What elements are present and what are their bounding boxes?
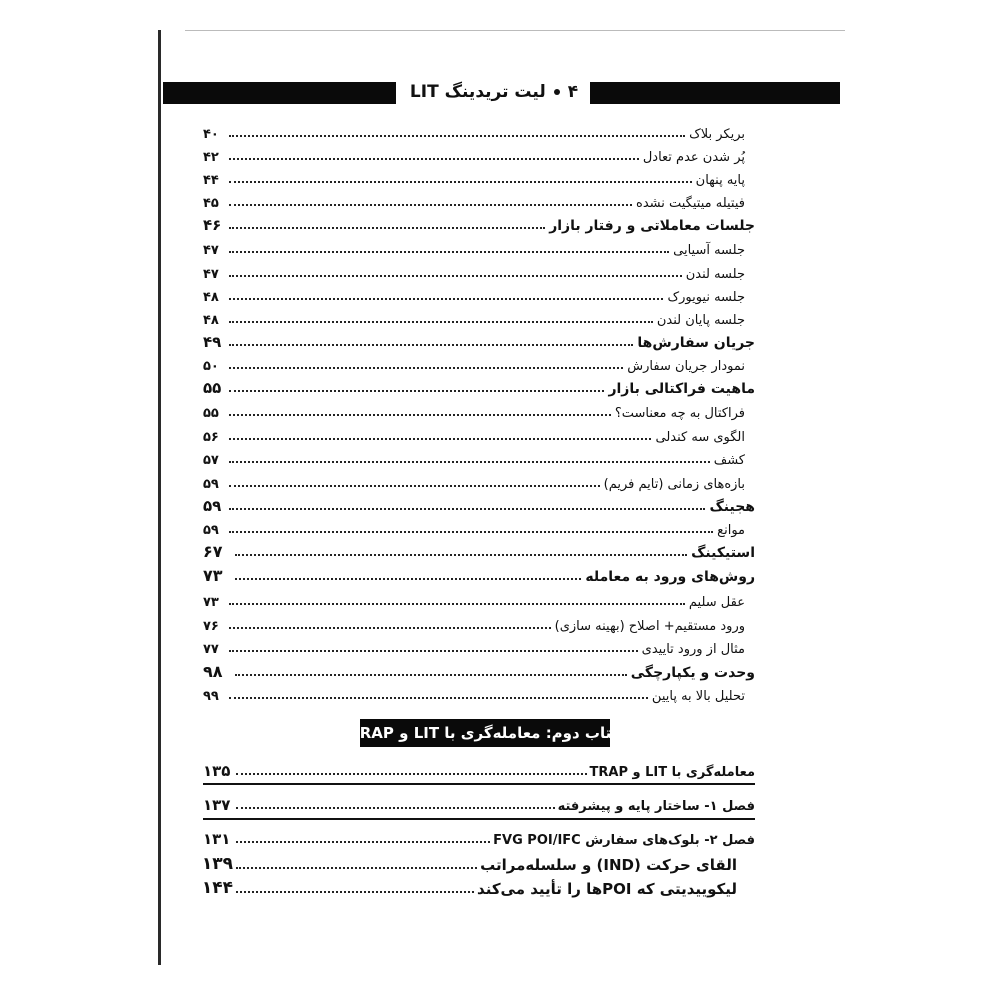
toc-title: نمودار جریان سفارش — [627, 359, 745, 374]
dot-leader — [236, 807, 555, 809]
dot-leader — [229, 321, 653, 323]
toc-section — [203, 661, 755, 681]
dot-leader — [229, 135, 685, 137]
toc-page: ۷۶ — [203, 619, 219, 634]
toc-title: فیتیله میتیگیت نشده — [636, 196, 745, 211]
toc-title: عقل سلیم — [688, 595, 745, 610]
page-edge — [158, 30, 161, 965]
toc-page: ۱۳۱ — [203, 830, 231, 848]
toc-page: ۷۳ — [203, 566, 223, 585]
toc-section — [203, 541, 755, 561]
toc-title: مثال از ورود تاییدی — [641, 642, 745, 657]
toc-page: ۴۹ — [203, 333, 222, 351]
toc-title: تحلیل بالا به پایین — [651, 689, 745, 704]
toc-page: ۵۷ — [203, 453, 219, 468]
dot-leader — [229, 697, 648, 699]
dot-leader — [229, 344, 633, 346]
toc-title: فراکتال به چه معناست؟ — [614, 406, 745, 421]
toc-title: استیکینگ — [691, 545, 755, 561]
toc-title: جلسه نیویورک — [667, 290, 745, 305]
toc-title: جلسه لندن — [685, 267, 745, 282]
dot-leader — [229, 627, 551, 629]
toc-title: روش‌های ورود به معامله — [585, 569, 755, 585]
toc-entry — [203, 168, 755, 188]
toc-page: ۴۴ — [203, 173, 219, 188]
toc-page: ۱۳۷ — [203, 796, 231, 814]
book-two-entry — [203, 758, 755, 780]
bullet-icon — [554, 89, 560, 95]
toc-title: بریکر بلاک — [689, 127, 745, 142]
toc-entry — [203, 684, 755, 704]
toc-title: فصل ۱- ساختار پایه و پیشرفته — [557, 799, 755, 814]
toc-entry — [203, 590, 755, 610]
toc-title: بازه‌های زمانی (تایم فریم) — [603, 477, 745, 492]
toc-page: ۵۹ — [203, 497, 222, 515]
toc-entry — [203, 401, 755, 421]
toc-entry — [203, 472, 755, 492]
toc-page: ۴۵ — [203, 196, 219, 211]
toc-section — [203, 377, 755, 397]
toc-page: ۱۳۵ — [203, 762, 231, 780]
toc-entry — [203, 354, 755, 374]
toc-title: وحدت و یکپارچگی — [630, 665, 755, 681]
header-page-number: ۴ — [567, 82, 579, 102]
toc-page: ۴۷ — [203, 243, 219, 258]
toc-page: ۴۶ — [203, 216, 222, 234]
toc-title: ماهیت فراکتالی بازار — [608, 381, 755, 397]
book-two-entry — [203, 826, 755, 848]
dot-leader — [229, 531, 713, 533]
header-bar-left — [163, 82, 396, 104]
toc-page: ۱۴۴ — [201, 878, 233, 898]
header-bar-right — [590, 82, 840, 104]
toc-page: ۹۸ — [203, 662, 223, 681]
toc-title: پایه پنهان — [695, 173, 745, 188]
toc-section — [203, 214, 755, 234]
toc-page: ۹۹ — [203, 689, 219, 704]
toc-page: ۵۹ — [203, 477, 219, 492]
dot-leader — [229, 158, 639, 160]
divider — [203, 818, 755, 820]
toc-title: موانع — [717, 523, 745, 538]
dot-leader — [229, 438, 651, 440]
toc-entry — [203, 191, 755, 211]
dot-leader — [229, 390, 604, 392]
dot-leader — [229, 298, 663, 300]
dot-leader — [236, 841, 490, 843]
toc-page: ۴۸ — [203, 313, 219, 328]
toc-page: ۴۷ — [203, 267, 219, 282]
toc-page: ۴۸ — [203, 290, 219, 305]
toc-entry — [203, 637, 755, 657]
toc-page: ۵۵ — [203, 406, 219, 421]
toc-page: ۵۹ — [203, 523, 219, 538]
toc-title: فصل ۲- بلوک‌های سفارش FVG POI/IFC — [493, 833, 755, 848]
toc-page: ۷۳ — [203, 595, 219, 610]
toc-title: جلسه آسیایی — [673, 243, 745, 258]
book-two-entry — [203, 876, 755, 898]
toc-page: ۱۳۹ — [201, 854, 233, 874]
book-two-entry — [203, 852, 755, 874]
dot-leader — [229, 461, 710, 463]
dot-leader — [229, 275, 682, 277]
dot-leader — [229, 181, 692, 183]
toc-page: ۶۷ — [203, 542, 223, 561]
toc-title: لیکوییدیتی که POIها را تأیید می‌کند — [477, 880, 737, 898]
dot-leader — [229, 485, 600, 487]
toc-title: ورود مستقیم+ اصلاح (بهینه سازی) — [554, 619, 745, 634]
toc-page: ۵۶ — [203, 430, 219, 445]
toc-title: هجینگ — [709, 499, 755, 515]
dot-leader — [235, 674, 627, 676]
toc-entry — [203, 425, 755, 445]
toc-page: ۵۵ — [203, 379, 222, 397]
dot-leader — [229, 603, 685, 605]
toc-title: پُر شدن عدم تعادل — [642, 150, 745, 165]
toc-entry — [203, 262, 755, 282]
toc-title: معامله‌گری با LIT و TRAP — [589, 765, 755, 780]
toc-entry — [203, 145, 755, 165]
page-edge-top — [185, 30, 845, 31]
toc-section — [203, 565, 755, 585]
toc-entry — [203, 238, 755, 258]
dot-leader — [229, 367, 623, 369]
book-two-entry — [203, 792, 755, 814]
toc-page: ۴۲ — [203, 150, 219, 165]
toc-entry — [203, 448, 755, 468]
dot-leader — [236, 891, 474, 893]
dot-leader — [229, 508, 705, 510]
toc-section — [203, 495, 755, 515]
toc-title: جلسات معاملاتی و رفتار بازار — [549, 218, 755, 234]
toc-entry — [203, 122, 755, 142]
dot-leader — [229, 204, 632, 206]
toc-title: الگوی سه کندلی — [655, 430, 745, 445]
dot-leader — [229, 227, 545, 229]
running-header — [400, 78, 588, 106]
toc-title: جلسه پایان لندن — [656, 313, 745, 328]
dot-leader — [229, 251, 669, 253]
toc-title: کشف — [713, 453, 745, 468]
toc-entry — [203, 285, 755, 305]
dot-leader — [229, 650, 638, 652]
book-two-banner: کتاب دوم: معامله‌گری با LIT و TRAP — [360, 719, 610, 747]
divider — [203, 783, 755, 785]
toc-page: ۵۰ — [203, 359, 219, 374]
toc-page: ۷۷ — [203, 642, 219, 657]
header-title: لیت تریدینگ LIT — [409, 82, 546, 102]
toc-title: القای حرکت (IND) و سلسله‌مراتب — [480, 856, 737, 874]
dot-leader — [235, 578, 581, 580]
dot-leader — [229, 414, 611, 416]
toc-entry — [203, 518, 755, 538]
dot-leader — [235, 554, 687, 556]
dot-leader — [236, 867, 477, 869]
toc-title: جریان سفارش‌ها — [637, 335, 755, 351]
dot-leader — [236, 773, 587, 775]
toc-section — [203, 331, 755, 351]
toc-entry — [203, 308, 755, 328]
toc-entry — [203, 614, 755, 634]
toc-page: ۴۰ — [203, 127, 219, 142]
